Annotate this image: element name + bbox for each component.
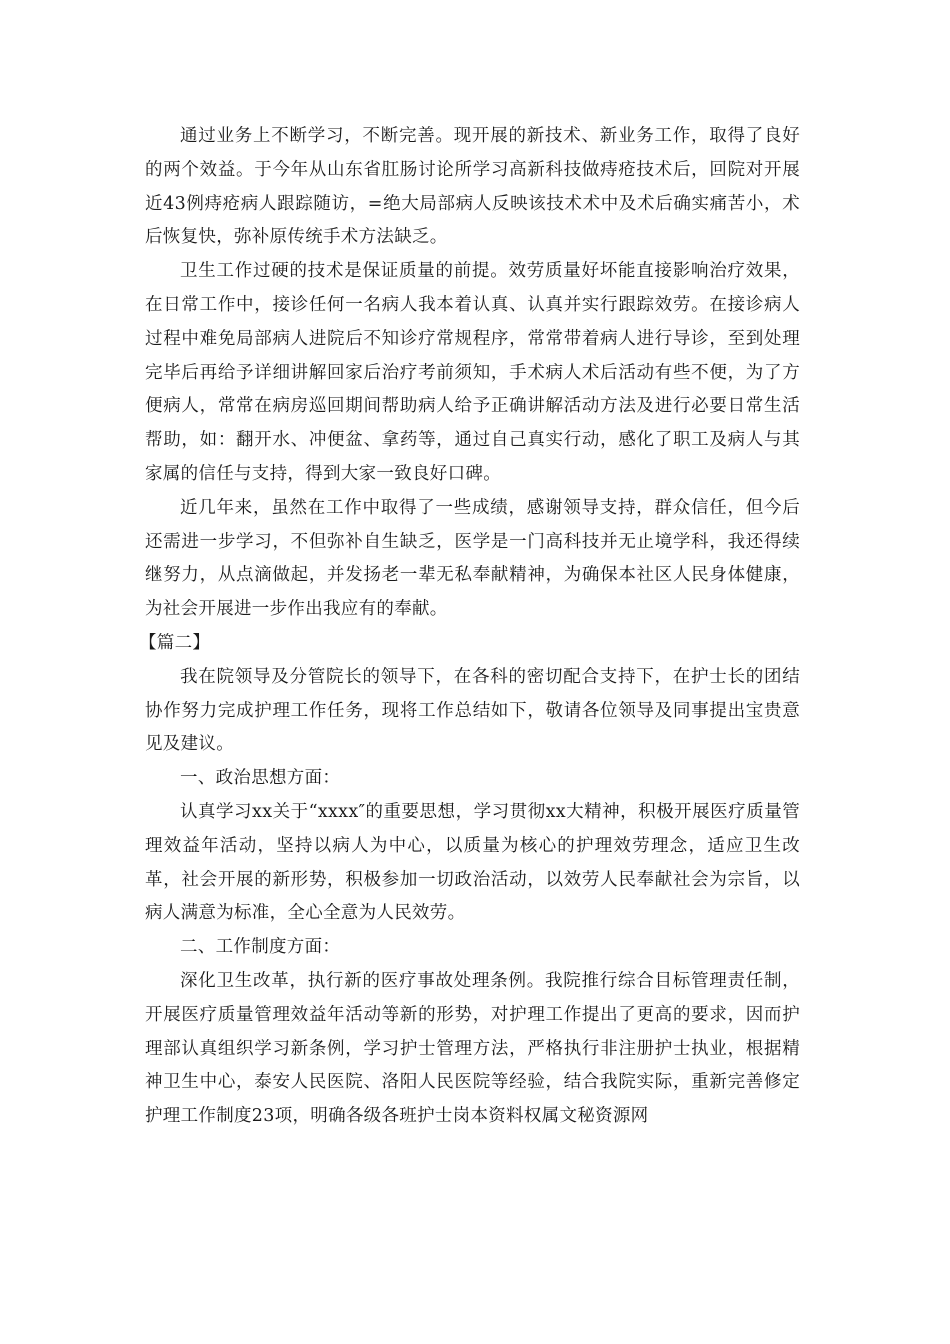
document-body [139,120,800,1134]
paragraph-work-system: 深化卫生改革，执行新的医疗事故处理条例。我院推行综合目标管理责任制，开展医疗质量管理效益年活动等新的形势，对护理工作提出了更高的要求，因而护理部认真组织学习新条例，学习护士管理方法，严格执行非注册护士执业，根据精神卫生中心，泰安人民医院、洛阳人民医院等经验，结合我院实际，重新完善修定护理工作制度23项，明确各级各班护士岗本资料权属文秘资源网 [145,970,800,1127]
section-heading-part-two: 【篇二】 [139,632,211,653]
subheading-work-system: 二、工作制度方面： [180,937,341,958]
paragraph-introduction: 我在院领导及分管院长的领导下，在各科的密切配合支持下，在护士长的团结协作努力完成护理工作任务，现将工作总结如下，敬请各位领导及同事提出宝贵意见及建议。 [145,666,800,755]
paragraph-future-commitment: 近几年来，虽然在工作中取得了一些成绩，感谢领导支持，群众信任，但今后还需进一步学习，不但弥补自生缺乏，医学是一门高科技并无止境学科，我还得续继努力，从点滴做起，并发扬老一辈无私奉献精神，为确保本社区人民身体健康，为社会开展进一步作出我应有的奉献。 [145,497,800,620]
subheading-political-thought: 一、政治思想方面： [180,768,341,789]
paragraph-service-quality: 卫生工作过硬的技术是保证质量的前提。效劳质量好坏能直接影响治疗效果，在日常工作中，接诊任何一名病人我本着认真、认真并实行跟踪效劳。在接诊病人过程中难免局部病人进院后不知诊疗常规程序，常常带着病人进行导诊，至到处理完毕后再给予详细讲解回家后治疗考前须知，手术病人术后活动有些不便，为了方便病人，常常在病房巡回期间帮助病人给予正确讲解活动方法及进行必要日常生活帮助，如：翻开水、冲便盆、拿药等，通过自己真实行动，感化了职工及病人与其家属的信任与支持，得到大家一致良好口碑。 [145,261,800,484]
paragraph-political-thought: 认真学习xx关于“xxxx″的重要思想，学习贯彻xx大精神，积极开展医疗质量管理效益年活动，坚持以病人为中心，以质量为核心的护理效劳理念，适应卫生改革，社会开展的新形势，积极参加一切政治活动，以效劳人民奉献社会为宗旨，以病人满意为标准，全心全意为人民效劳。 [145,801,800,924]
paragraph-technology-benefits: 通过业务上不断学习，不断完善。现开展的新技术、新业务工作，取得了良好的两个效益。于今年从山东省肛肠讨论所学习高新科技做痔疮技术后，回院对开展近43例痔疮病人跟踪随访，=绝大局部病人反映该技术术中及术后确实痛苦小，术后恢复快，弥补原传统手术方法缺乏。 [145,126,800,248]
